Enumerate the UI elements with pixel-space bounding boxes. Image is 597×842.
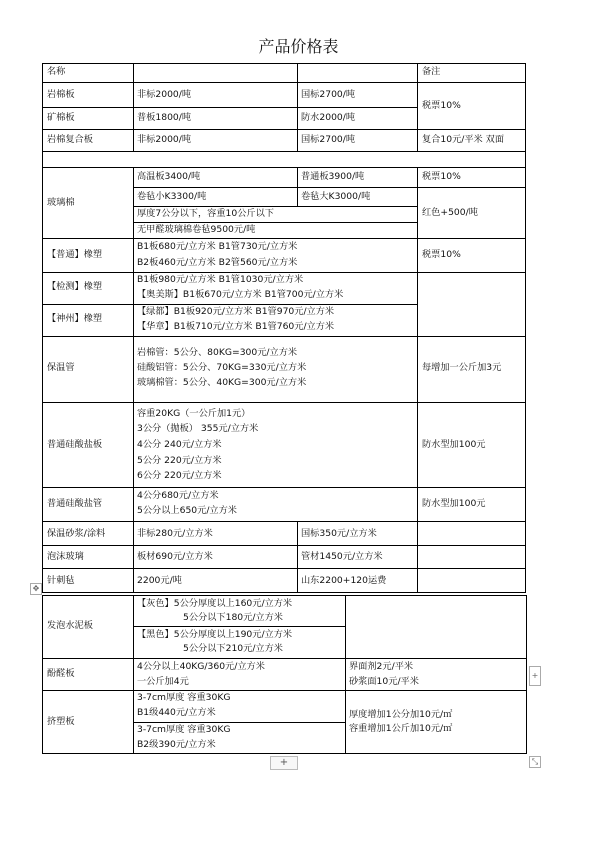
needle-felt-name: 针刺毡 xyxy=(47,575,75,586)
eps-normal-line-2: B2板460元/立方米 B2管560元/立方米 xyxy=(137,257,298,268)
xps-note-1: 厚度增加1公分加10元/㎡ xyxy=(349,709,453,720)
xps-note-2: 容重增加1公斤加10元/㎡ xyxy=(349,723,453,734)
xps-line-3: 3-7cm厚度 容重30KG xyxy=(137,724,231,735)
table-resize-handle-icon[interactable]: ⤡ xyxy=(529,756,541,768)
glass-wool-spec: 厚度7公分以下，容重10公斤以下 xyxy=(137,208,274,219)
add-column-button[interactable]: + xyxy=(529,666,541,686)
silicate-pipe-line-2: 5公分以上650元/立方米 xyxy=(137,505,237,516)
mineral-board-name: 矿棉板 xyxy=(47,112,75,123)
rock-wool-composite-note: 复合10元/平米 双面 xyxy=(422,134,505,145)
glass-wool-price-4: 卷毡大K3000/吨 xyxy=(301,191,371,202)
mortar-price-1: 非标280元/立方米 xyxy=(137,528,213,539)
rock-wool-board-name: 岩棉板 xyxy=(47,89,75,100)
xps-line-2: B1级440元/立方米 xyxy=(137,707,216,718)
silicate-board-note: 防水型加100元 xyxy=(422,439,486,450)
mortar-name: 保温砂浆/涂料 xyxy=(47,528,106,539)
insulation-pipe-name: 保温管 xyxy=(47,362,75,373)
foam-cement-line-1: 【灰色】5公分厚度以上160元/立方米 xyxy=(137,598,293,609)
glass-wool-price-3: 卷毡小K3300/吨 xyxy=(137,191,207,202)
rock-wool-board-price-1: 非标2000/吨 xyxy=(137,89,192,100)
eps-tested-line-2: 【奥美斯】B1板670元/立方米 B1管700元/立方米 xyxy=(137,289,344,300)
xps-line-4: B2级390元/立方米 xyxy=(137,739,216,750)
glass-wool-note-2: 红色+500/吨 xyxy=(422,207,478,218)
eps-tested-name: 【检测】橡塑 xyxy=(47,281,103,292)
glass-wool-price-2: 普通板3900/吨 xyxy=(301,171,365,182)
eps-normal-name: 【普通】橡塑 xyxy=(47,249,103,260)
silicate-pipe-note: 防水型加100元 xyxy=(422,498,486,509)
insulation-pipe-line-2: 硅酸铝管：5公分、70KG=330元/立方米 xyxy=(137,362,307,373)
insulation-pipe-note: 每增加一公斤加3元 xyxy=(422,362,502,373)
mineral-board-price-2: 防水2000/吨 xyxy=(301,112,356,123)
rock-wool-composite-name: 岩棉复合板 xyxy=(47,134,93,145)
glass-wool-note-1: 税票10% xyxy=(422,171,461,182)
mortar-price-2: 国标350元/立方米 xyxy=(301,528,377,539)
phenolic-line-2: 一公斤加4元 xyxy=(137,676,189,687)
phenolic-note-2: 砂浆面10元/平米 xyxy=(349,676,419,687)
header-name: 名称 xyxy=(47,66,66,77)
phenolic-line-1: 4公分以上40KG/360元/立方米 xyxy=(137,661,265,672)
eps-shenzhou-line-1: 【绿都】B1板920元/立方米 B1管970元/立方米 xyxy=(137,306,335,317)
silicate-board-line-1: 容重20KG（一公斤加1元） xyxy=(137,408,251,419)
foam-cement-name: 发泡水泥板 xyxy=(47,620,93,631)
silicate-board-line-5: 6公分 220元/立方米 xyxy=(137,470,222,481)
glass-wool-name: 玻璃棉 xyxy=(47,197,75,208)
rock-wool-composite-price-1: 非标2000/吨 xyxy=(137,134,192,145)
eps-normal-note: 税票10% xyxy=(422,249,461,260)
silicate-board-name: 普通硅酸盐板 xyxy=(47,439,103,450)
glass-wool-price-5: 无甲醛玻璃棉卷毡9500元/吨 xyxy=(137,224,256,235)
eps-normal-line-1: B1板680元/立方米 B1管730元/立方米 xyxy=(137,241,298,252)
mineral-board-price-1: 普板1800/吨 xyxy=(137,112,192,123)
rock-wool-board-price-2: 国标2700/吨 xyxy=(301,89,356,100)
rock-wool-composite-price-2: 国标2700/吨 xyxy=(301,134,356,145)
foam-cement-line-3: 【黑色】5公分厚度以上190元/立方米 xyxy=(137,629,293,640)
silicate-pipe-line-1: 4公分680元/立方米 xyxy=(137,490,219,501)
foam-glass-price-2: 管材1450元/立方米 xyxy=(301,551,383,562)
eps-shenzhou-line-2: 【华章】B1板710元/立方米 B1管760元/立方米 xyxy=(137,321,335,332)
foam-glass-name: 泡沫玻璃 xyxy=(47,551,84,562)
eps-shenzhou-name: 【神州】橡塑 xyxy=(47,313,103,324)
table-move-handle-icon[interactable]: ✥ xyxy=(30,583,42,595)
insulation-pipe-line-3: 玻璃棉管：5公分、40KG=300元/立方米 xyxy=(137,377,307,388)
xps-name: 挤塑板 xyxy=(47,716,75,727)
foam-cement-line-4: 5公分以下210元/立方米 xyxy=(183,643,283,654)
silicate-board-line-2: 3公分（抛板） 355元/立方米 xyxy=(137,423,259,434)
xps-line-1: 3-7cm厚度 容重30KG xyxy=(137,692,231,703)
foam-glass-price-1: 板材690元/立方米 xyxy=(137,551,213,562)
tax-note: 税票10% xyxy=(422,100,461,111)
needle-felt-price-2: 山东2200+120运费 xyxy=(301,575,387,586)
add-row-button[interactable]: + xyxy=(270,756,298,770)
header-note: 备注 xyxy=(422,66,441,77)
needle-felt-price-1: 2200元/吨 xyxy=(137,575,182,586)
silicate-board-line-4: 5公分 220元/立方米 xyxy=(137,455,222,466)
page-title: 产品价格表 xyxy=(258,37,339,56)
insulation-pipe-line-1: 岩棉管：5公分、80KG=300元/立方米 xyxy=(137,347,298,358)
silicate-pipe-name: 普通硅酸盐管 xyxy=(47,498,103,509)
foam-cement-line-2: 5公分以下180元/立方米 xyxy=(183,612,283,623)
silicate-board-line-3: 4公分 240元/立方米 xyxy=(137,439,222,450)
eps-tested-line-1: B1板980元/立方米 B1管1030元/立方米 xyxy=(137,274,304,285)
phenolic-note-1: 界面剂2元/平米 xyxy=(349,661,414,672)
phenolic-name: 酚醛板 xyxy=(47,668,75,679)
glass-wool-price-1: 高温板3400/吨 xyxy=(137,171,201,182)
